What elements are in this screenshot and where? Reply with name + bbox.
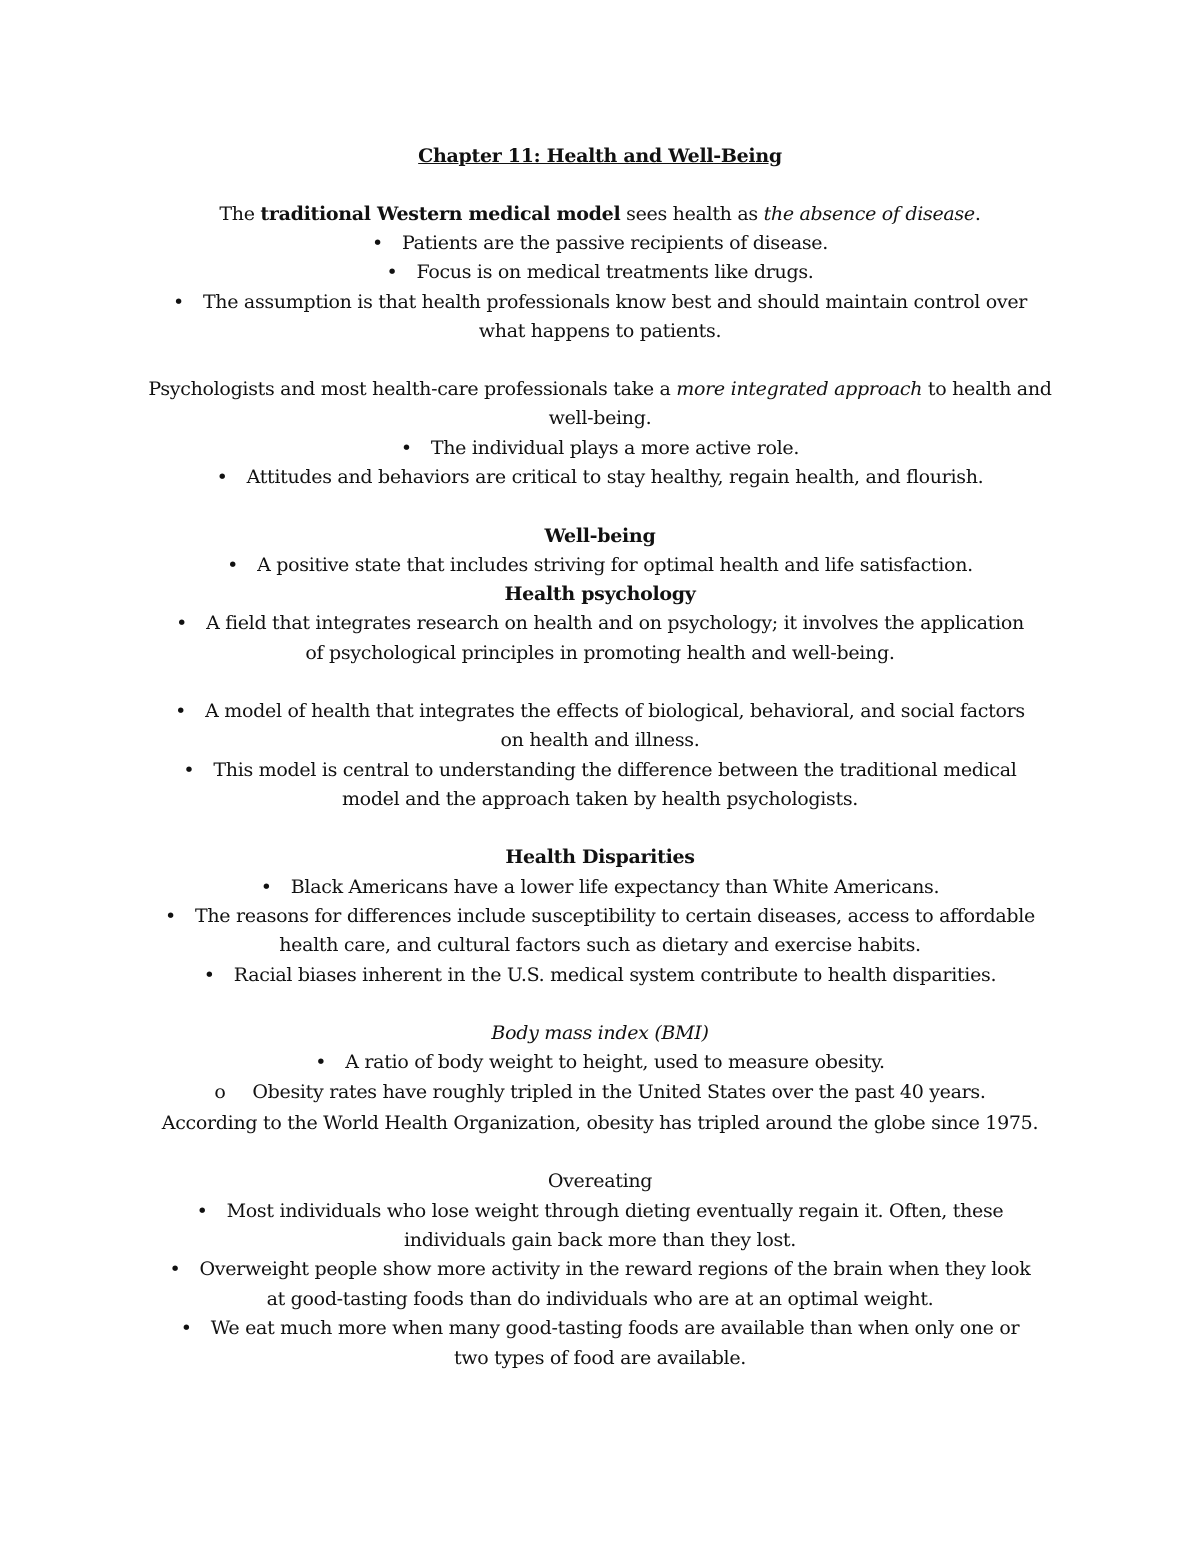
list-item	[0, 231, 1200, 255]
bullet-icon: •	[216, 466, 228, 488]
list-item-continuation: model and the approach taken by health psychologists.	[341, 788, 859, 810]
section-heading-overeating: Overeating	[547, 1170, 653, 1192]
list-item	[0, 260, 1200, 284]
bullet-icon: •	[183, 759, 195, 781]
list-item	[0, 963, 1200, 987]
list-item	[0, 758, 1200, 782]
list-item	[0, 904, 1200, 928]
integrated-pre: Psychologists and most health-care professionals take a	[148, 378, 677, 400]
list-item-continuation: on health and illness.	[500, 729, 700, 751]
section-heading-wellbeing: Well-being	[544, 525, 656, 547]
bullet-icon: •	[175, 700, 187, 722]
list-item-continuation: at good-tasting foods than do individuals who are at an optimal weight.	[266, 1288, 934, 1310]
list-item	[0, 611, 1200, 635]
list-item-text: Attitudes and behaviors are critical to stay healthy, regain health, and flourish.	[246, 466, 984, 488]
bullet-icon: •	[371, 232, 383, 254]
sub-bullet-icon: o	[214, 1081, 226, 1103]
intro-bold-term: traditional Western medical model	[260, 203, 621, 225]
intro-pre: The	[219, 203, 261, 225]
list-item-text: Overweight people show more activity in the reward regions of the brain when they look	[199, 1258, 1031, 1280]
list-item-text: This model is central to understanding the difference between the traditional medical	[213, 759, 1017, 781]
intro-italic-term: the absence of disease	[763, 203, 975, 225]
list-item-text: Focus is on medical treatments like drugs.	[416, 261, 814, 283]
bullet-icon: •	[196, 1200, 208, 1222]
bullet-icon: •	[176, 612, 187, 634]
list-item	[0, 1199, 1200, 1223]
bullet-icon: •	[386, 261, 398, 283]
list-item-continuation: of psychological principles in promoting health and well-being.	[305, 642, 895, 664]
bullet-icon: •	[260, 876, 272, 898]
bmi-note: According to the World Health Organization, obesity has tripled around the globe since 1975.	[161, 1112, 1039, 1134]
list-item-text: A field that integrates research on health and on psychology; it involves the application	[206, 612, 1024, 634]
section-heading-health-disparities: Health Disparities	[505, 846, 695, 868]
bullet-icon: •	[227, 554, 239, 576]
list-item-text: A ratio of body weight to height, used to measure obesity.	[345, 1051, 885, 1073]
section-heading-health-psychology: Health psychology	[504, 583, 696, 605]
list-item	[0, 875, 1200, 899]
list-item-text: A positive state that includes striving for optimal health and life satisfaction.	[257, 554, 973, 576]
bullet-icon: •	[172, 291, 184, 313]
list-item	[0, 1050, 1200, 1074]
sub-list-item	[0, 1080, 1200, 1104]
bullet-icon: •	[315, 1051, 327, 1073]
list-item-text: A model of health that integrates the effects of biological, behavioral, and social factors	[205, 700, 1025, 722]
intro-line	[0, 202, 1200, 226]
section-heading-bmi: Body mass index (BMI)	[491, 1022, 709, 1044]
list-item-text: The assumption is that health professionals know best and should maintain control over	[202, 291, 1028, 313]
list-item-continuation: health care, and cultural factors such as dietary and exercise habits.	[279, 934, 921, 956]
bullet-icon: •	[203, 964, 215, 986]
intro-mid: sees health as	[620, 203, 764, 225]
list-item	[0, 1257, 1200, 1281]
list-item-text: Patients are the passive recipients of disease.	[401, 232, 828, 254]
list-item-text: Most individuals who lose weight through dieting eventually regain it. Often, these	[226, 1200, 1004, 1222]
list-item-text: Black Americans have a lower life expectancy than White Americans.	[290, 876, 940, 898]
integrated-line	[0, 377, 1200, 401]
list-item-text: We eat much more when many good-tasting foods are available than when only one or	[210, 1317, 1020, 1339]
bullet-icon: •	[164, 905, 176, 927]
integrated-post: to health and	[922, 378, 1052, 400]
list-item-text: The reasons for differences include susceptibility to certain diseases, access to affordable	[194, 905, 1036, 927]
list-item	[0, 1316, 1200, 1340]
integrated-continuation: well-being.	[548, 407, 652, 429]
list-item-continuation: two types of food are available.	[453, 1347, 747, 1369]
list-item	[0, 290, 1200, 314]
bullet-icon: •	[180, 1317, 192, 1339]
sub-list-item-text: Obesity rates have roughly tripled in the United States over the past 40 years.	[252, 1081, 986, 1103]
page-title: Chapter 11: Health and Well-Being	[418, 145, 782, 167]
list-item-continuation: what happens to patients.	[478, 320, 722, 342]
list-item	[0, 465, 1200, 489]
list-item-text: Racial biases inherent in the U.S. medical system contribute to health disparities.	[233, 964, 997, 986]
list-item	[0, 699, 1200, 723]
intro-post: .	[974, 203, 981, 225]
bullet-icon: •	[400, 437, 412, 459]
bullet-icon: •	[169, 1258, 181, 1280]
list-item-text: The individual plays a more active role.	[430, 437, 800, 459]
list-item	[0, 553, 1200, 577]
integrated-italic-term: more integrated approach	[676, 378, 923, 400]
list-item	[0, 436, 1200, 460]
list-item-continuation: individuals gain back more than they lost.	[403, 1229, 796, 1251]
